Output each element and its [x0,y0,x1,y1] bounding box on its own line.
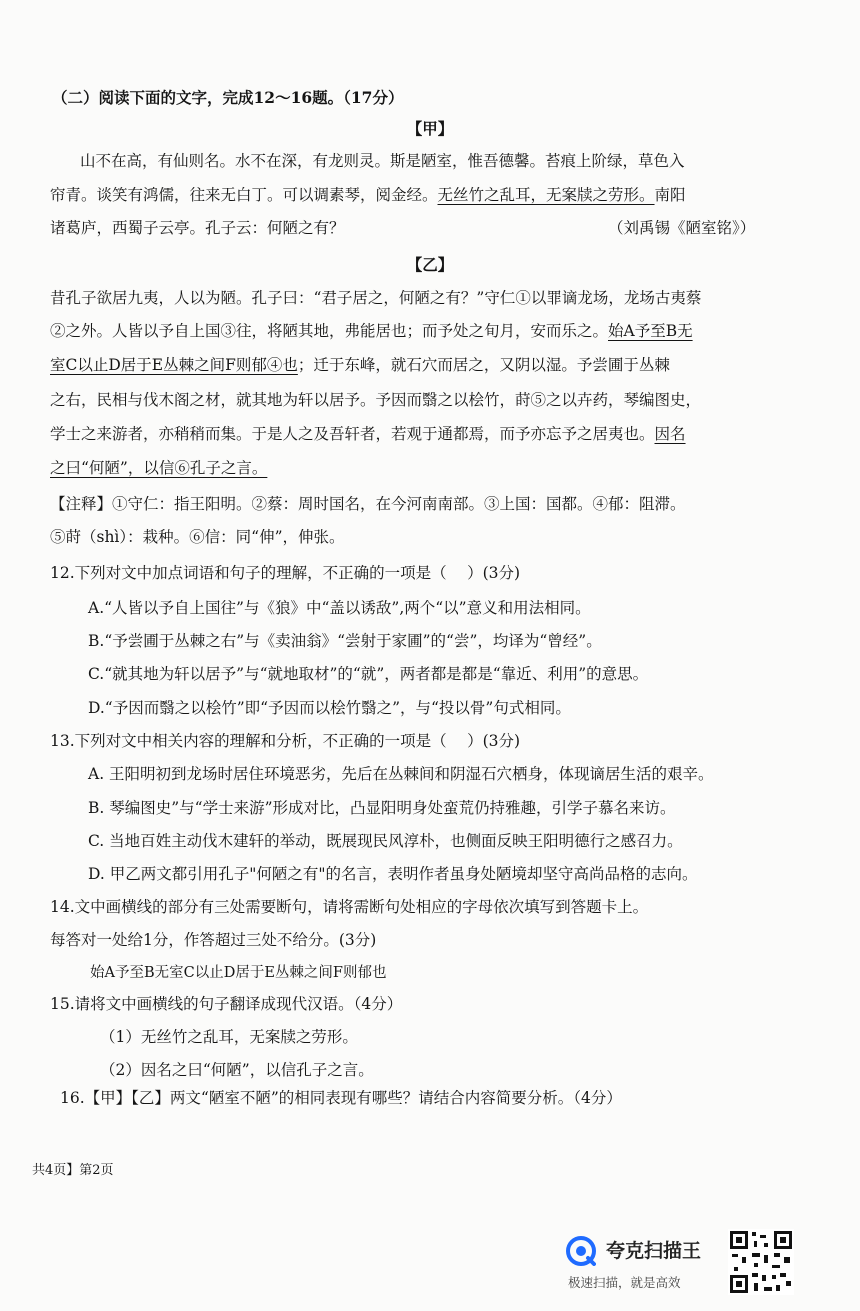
question-option: A.“人皆以予自上国往”与《狼》中“盖以诱敌”,两个“以”意义和用法相同。 [88,599,591,617]
text-jia-line: 山不在高，有仙则名。水不在深，有龙则灵。斯是陋室，惟吾德馨。苔痕上阶绿，草色入 [80,152,685,170]
underlined-sentence: 之曰“何陋”，以信⑥孔子之言。 [50,459,268,477]
question-option: A. 王阳明初到龙场时居住环境恶劣，先后在丛棘间和阴湿石穴栖身，体现谪居生活的艰辛。 [88,765,714,783]
text-yi-line: 之右，民相与伐木阁之材，就其地为轩以居予。予因而翳之以桧竹，莳⑤之以卉药，琴编图史， [50,391,702,409]
question-option: C.“就其地为轩以居予”与“就地取材”的“就”，两者都是都是“靠近、利用”的意思。 [88,665,649,683]
question-15-item: （1）无丝竹之乱耳，无案牍之劳形。 [100,1028,358,1046]
text-yi-line: 室C以止D居于E丛棘之间F则郁④也；迁于东峰，就石穴而居之，又阴以湿。予尝圃于丛棘 [50,356,670,374]
text-yi-line: 学士之来游者，亦稍稍而集。于是人之及吾轩者，若观于通都焉，而予亦忘予之居夷也。因名 [50,425,686,443]
text-jia-source: （刘禹锡《陋室铭》） [608,219,756,237]
text-yi-line [50,457,267,479]
text-yi-heading: 【乙】 [406,255,454,274]
question-14-stem: 每答对一处给1分，作答超过三处不给分。(3分) [50,931,377,949]
section-title: （二）阅读下面的文字，完成12～16题。（17分） [52,88,404,107]
question-option: B.“予尝圃于丛棘之右”与《卖油翁》“尝射于家圃”的“尝”，均译为“曾经”。 [88,632,602,650]
underlined-sentence: 无丝竹之乱耳，无案牍之劳形。 [437,186,655,204]
notes-line: 【注释】①守仁：指王阳明。②蔡：周时国名，在今河南南部。③上国：国都。④郁：阻滞。 [50,495,686,513]
question-15-stem: 15.请将文中画横线的句子翻译成现代汉语。（4分） [50,995,403,1013]
text-yi-line: ②之外。人皆以予自上国③往，将陋其地，弗能居也；而予处之旬月，安而乐之。始A予至B无 [50,322,693,340]
question-option: D. 甲乙两文都引用孔子"何陋之有"的名言，表明作者虽身处陋境却坚守高尚品格的志向。 [88,865,698,883]
text-yi-line: 昔孔子欲居九夷，人以为陋。孔子曰：“君子居之，何陋之有？”守仁①以罪谪龙场，龙场古夷蔡 [50,289,702,307]
scanner-logo-icon [566,1236,596,1266]
notes-line: ⑤莳（shì）：栽种。⑥信：同“伸”，伸张。 [50,528,345,546]
question-option: D.“予因而翳之以桧竹”即“予因而以桧竹翳之”，与“投以骨”句式相同。 [88,699,571,717]
question-14-sentence: 始A予至B无室C以止D居于E丛棘之间F则郁也 [90,965,387,981]
scanner-tagline: 极速扫描，就是高效 [568,1275,681,1290]
question-14-stem: 14.文中画横线的部分有三处需要断句，请将需断句处相应的字母依次填写到答题卡上。 [50,898,649,916]
underlined-sentence: 室C以止D居于E丛棘之间F则郁④也 [50,356,298,374]
question-16-stem: 16.【甲】【乙】两文“陋室不陋”的相同表现有哪些？请结合内容简要分析。（4分） [60,1089,622,1107]
text-jia-line: 诸葛庐，西蜀子云亭。孔子云：何陋之有？ [50,219,345,237]
question-15-item: （2）因名之曰“何陋”，以信孔子之言。 [100,1061,374,1079]
qr-code-icon [728,1229,794,1295]
question-13-stem: 13.下列对文中相关内容的理解和分析，不正确的一项是（ ）(3分) [50,732,521,750]
page-footer: 共4页】第2页 [32,1163,114,1178]
underlined-sentence: 始A予至B无 [608,322,693,340]
question-12-stem: 12.下列对文中加点词语和句子的理解，不正确的一项是（ ）(3分) [50,564,521,582]
question-option: C. 当地百姓主动伐木建轩的举动，既展现民风淳朴，也侧面反映王阳明德行之感召力。 [88,832,683,850]
underlined-sentence: 因名 [654,425,686,443]
question-option: B. 琴编图史”与“学士来游”形成对比，凸显阳明身处蛮荒仍持雅趣，引学子慕名来访。 [88,799,676,817]
scanner-app-name: 夸克扫描王 [606,1240,702,1262]
text-jia-line: 帘青。谈笑有鸿儒，往来无白丁。可以调素琴，阅金经。无丝竹之乱耳，无案牍之劳形。南阳 [50,186,686,204]
text-jia-heading: 【甲】 [406,119,454,138]
